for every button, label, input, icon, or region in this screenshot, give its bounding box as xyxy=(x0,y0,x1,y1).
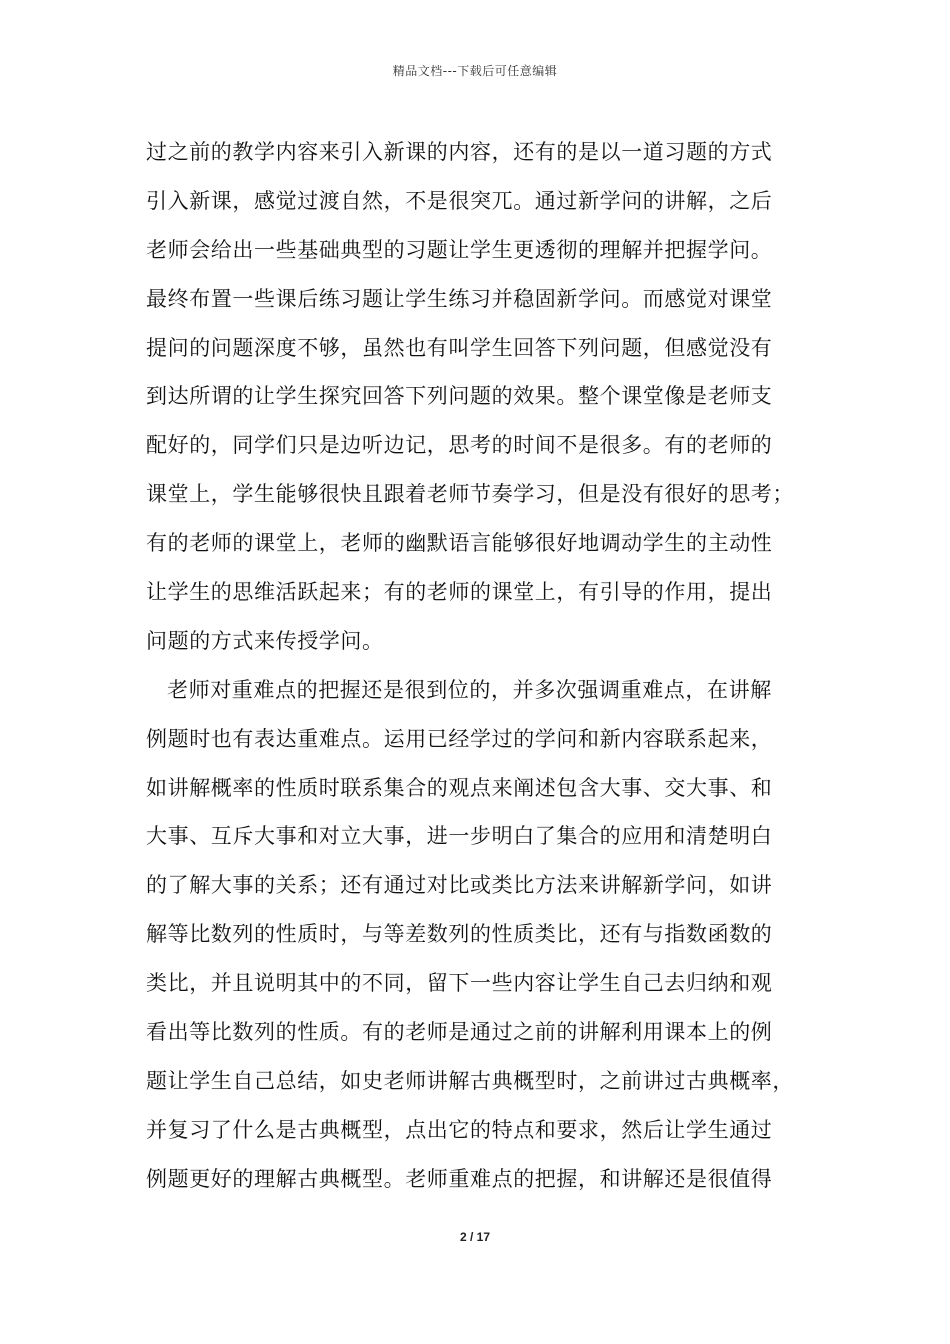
paragraph-2 xyxy=(146,666,826,1204)
page-header: 精品文档---下载后可任意编辑 xyxy=(392,64,558,78)
text-line: 看出等比数列的性质。有的老师是通过之前的讲解利用课本上的例 xyxy=(146,1020,773,1045)
text-line: 大事、互斥大事和对立大事，进一步明白了集合的应用和清楚明白 xyxy=(146,824,773,849)
text-line: 过之前的教学内容来引入新课的内容，还有的是以一道习题的方式 xyxy=(146,140,773,164)
text-line: 有的老师的课堂上，老师的幽默语言能够很好地调动学生的主动性 xyxy=(146,531,773,556)
text-line: 最终布置一些课后练习题让学生练习并稳固新学问。而感觉对课堂 xyxy=(146,286,773,311)
document-body xyxy=(146,128,826,1204)
text-line: 老师会给出一些基础典型的习题让学生更透彻的理解并把握学问。 xyxy=(146,237,773,262)
text-line: 并复习了什么是古典概型，点出它的特点和要求，然后让学生通过 xyxy=(146,1117,773,1142)
text-line: 解等比数列的性质时，与等差数列的性质类比，还有与指数函数的 xyxy=(146,922,773,947)
text-line: 类比，并且说明其中的不同，留下一些内容让学生自己去归纳和观 xyxy=(146,971,773,996)
text-line: 提问的问题深度不够，虽然也有叫学生回答下列问题，但感觉没有 xyxy=(146,335,773,360)
text-line: 到达所谓的让学生探究回答下列问题的效果。整个课堂像是老师支 xyxy=(146,384,773,409)
text-line: 例题时也有表达重难点。运用已经学过的学问和新内容联系起来， xyxy=(146,726,773,751)
text-line: 课堂上，学生能够很快且跟着老师节奏学习，但是没有很好的思考； xyxy=(146,482,794,507)
text-line: 配好的，同学们只是边听边记，思考的时间不是很多。有的老师的 xyxy=(146,433,773,458)
text-line: 题让学生自己总结，如史老师讲解古典概型时，之前讲过古典概率， xyxy=(146,1068,794,1093)
text-line: 让学生的思维活跃起来；有的老师的课堂上，有引导的作用，提出 xyxy=(146,580,773,605)
text-line: 引入新课，感觉过渡自然，不是很突兀。通过新学问的讲解，之后 xyxy=(146,188,773,213)
text-line: 如讲解概率的性质时联系集合的观点来阐述包含大事、交大事、和 xyxy=(146,775,773,800)
text-line: 老师对重难点的把握还是很到位的，并多次强调重难点，在讲解 xyxy=(167,677,772,702)
text-line: 的了解大事的关系；还有通过对比或类比方法来讲解新学问，如讲 xyxy=(146,873,773,898)
text-line: 例题更好的理解古典概型。老师重难点的把握，和讲解还是很值得 xyxy=(146,1166,773,1191)
page-number: 2 / 17 xyxy=(459,1230,491,1244)
text-line: 问题的方式来传授学问。 xyxy=(146,628,384,653)
paragraph-1 xyxy=(146,128,826,666)
